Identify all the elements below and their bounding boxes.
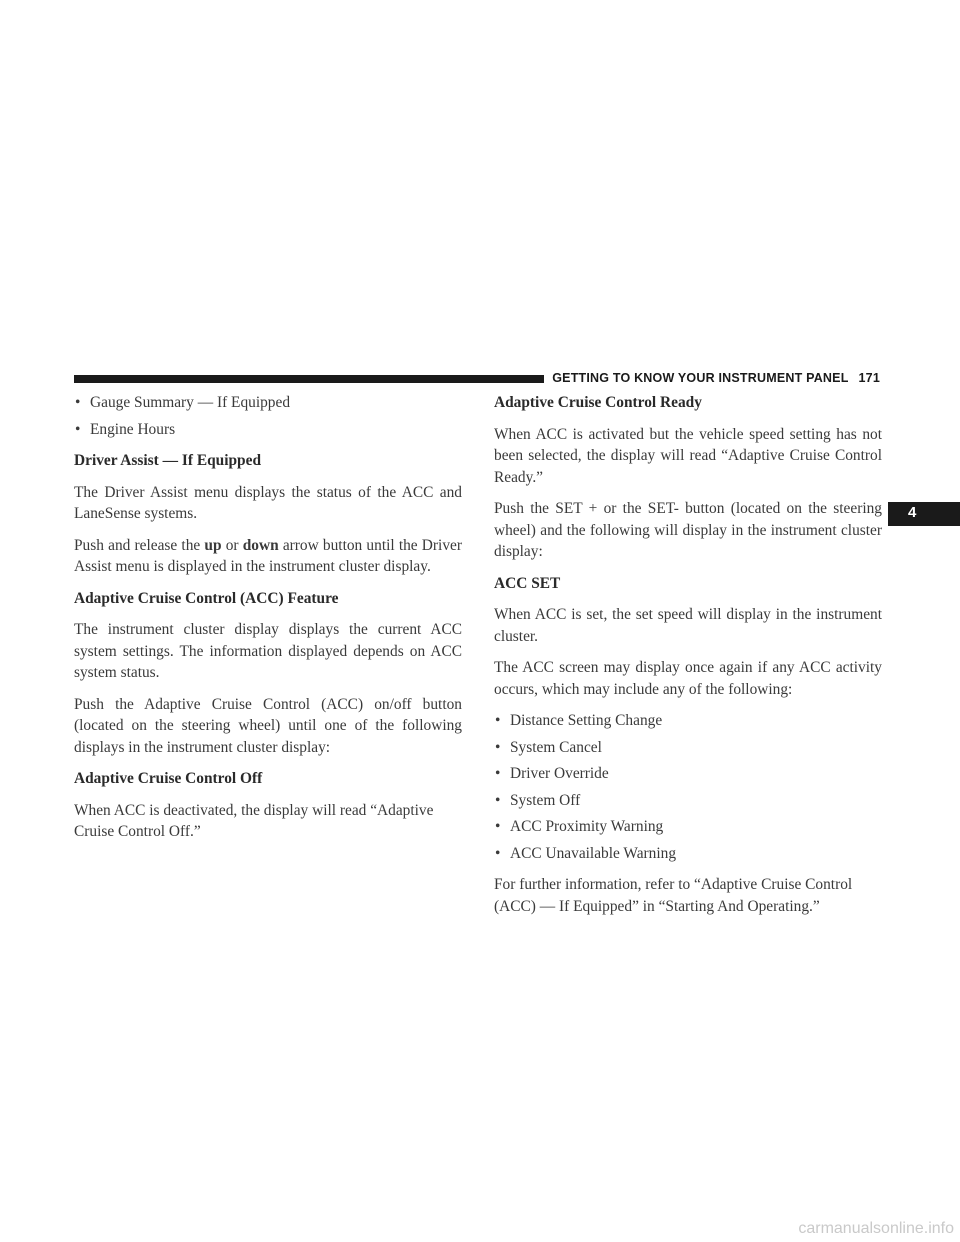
paragraph: Push and release the up or down arrow button until the Driver Assist menu is displayed in the instrument cluster display.	[74, 536, 462, 575]
bullet-icon: •	[495, 844, 501, 862]
heading-acc-feature: Adaptive Cruise Control (ACC) Feature	[74, 589, 339, 607]
bullet-icon: •	[495, 765, 501, 782]
list-item: • Engine Hours	[74, 419, 462, 441]
paragraph: When ACC is activated but the vehicle speed setting has not been selected, the display will read “Adaptive Cruise Control Ready.”	[494, 425, 882, 486]
paragraph: The instrument cluster display displays the current ACC system settings. The information displayed depends on ACC system status.	[74, 621, 462, 681]
list-item: • ACC Unavailable Warning	[494, 843, 882, 865]
paragraph: When ACC is set, the set speed will display in the instrument cluster.	[494, 606, 882, 645]
heading-driver-assist: Driver Assist — If Equipped	[74, 452, 262, 469]
header-title: GETTING TO KNOW YOUR INSTRUMENT PANEL	[552, 371, 849, 385]
paragraph: Push the Adaptive Cruise Control (ACC) on/off button (located on the steering wheel) until one of the following displays in the instrument cluster display:	[74, 695, 462, 756]
list-item: • System Cancel	[494, 737, 882, 759]
right-column	[494, 392, 882, 927]
paragraph: When ACC is deactivated, the display will read “Adaptive Cruise Control Off.”	[74, 801, 434, 840]
chapter-number: 4	[908, 504, 917, 521]
bullet-icon: •	[495, 738, 501, 756]
list-item: • System Off	[494, 790, 882, 812]
bullet-icon: •	[75, 394, 81, 411]
list-item: • Gauge Summary — If Equipped	[74, 392, 462, 414]
heading-acc-ready: Adaptive Cruise Control Ready	[494, 394, 702, 411]
left-column	[74, 392, 462, 853]
paragraph: For further information, refer to “Adaptive Cruise Control (ACC) — If Equipped” in “Starting And Operating.”	[494, 876, 853, 915]
heading-acc-off: Adaptive Cruise Control Off	[74, 770, 263, 787]
page-header	[552, 371, 880, 385]
heading-acc-set: ACC SET	[494, 574, 561, 592]
list-item: • Distance Setting Change	[494, 710, 882, 732]
list-item: • Driver Override	[494, 763, 882, 785]
list-item: • ACC Proximity Warning	[494, 816, 882, 838]
paragraph: The Driver Assist menu displays the status of the ACC and LaneSense systems.	[74, 483, 462, 522]
chapter-tab	[888, 502, 960, 526]
bullet-icon: •	[495, 818, 501, 835]
page-number: 171	[858, 371, 880, 385]
paragraph: The ACC screen may display once again if any ACC activity occurs, which may include any of the following:	[494, 659, 882, 698]
bullet-list-top	[74, 392, 462, 440]
bullet-icon: •	[75, 420, 81, 438]
bullet-list-acc	[494, 710, 882, 864]
paragraph: Push the SET + or the SET- button (located on the steering wheel) and the following will display in the instrument cluster display:	[494, 500, 882, 560]
bullet-icon: •	[495, 791, 501, 809]
header-rule	[74, 375, 544, 383]
bullet-icon: •	[495, 712, 501, 729]
watermark: carmanualsonline.info	[798, 1220, 954, 1237]
